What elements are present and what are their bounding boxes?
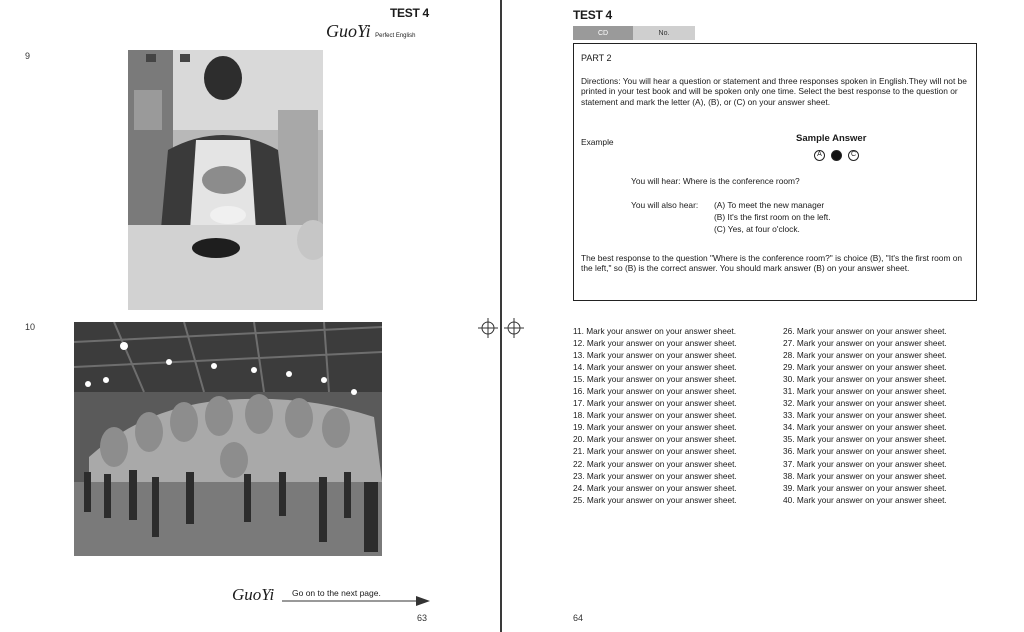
answer-line: 16. Mark your answer on your answer sheet.: [573, 386, 737, 397]
answer-line: 20. Mark your answer on your answer sheet.: [573, 434, 737, 445]
answer-line: 24. Mark your answer on your answer sheet.: [573, 482, 737, 493]
answer-line: 13. Mark your answer on your answer sheet.: [573, 350, 737, 361]
answer-line: 39. Mark your answer on your answer sheet.: [783, 482, 947, 493]
go-on-next-page-text: Go on to the next page.: [292, 588, 381, 598]
answer-line: 11. Mark your answer on your answer sheet.: [573, 326, 737, 336]
answer-line: 17. Mark your answer on your answer sheet.: [573, 398, 737, 409]
arrow-right-icon: [282, 596, 432, 606]
answer-line: 29. Mark your answer on your answer sheet.: [783, 362, 947, 373]
bubble-a: A: [814, 150, 825, 161]
answer-line: 38. Mark your answer on your answer sheet.: [783, 470, 947, 481]
answer-line: 19. Mark your answer on your answer sheet.: [573, 422, 737, 433]
left-page-number: 63: [417, 613, 428, 623]
you-will-hear: You will hear: Where is the conference room?: [631, 176, 800, 186]
part2-directions-box: [573, 43, 977, 301]
answer-line: 27. Mark your answer on your answer sheet.: [783, 338, 947, 349]
left-footer: [232, 585, 274, 605]
answer-line: 31. Mark your answer on your answer sheet.: [783, 386, 947, 397]
answer-line: 32. Mark your answer on your answer sheet.: [783, 398, 947, 409]
directions-text: Directions: You will hear a question or statement and three responses spoken in English.They will not be printed in your test book and will be spoken only one time. Select the best response to the question or statement and mark the letter (A), (B), or (C) on your answer sheet.: [581, 76, 967, 107]
left-test-title: TEST 4: [390, 6, 429, 20]
cook-photo-illustration: [128, 50, 323, 310]
option-a: (A) To meet the new manager: [714, 200, 825, 210]
question-9-photo: [128, 50, 323, 310]
answer-line: 12. Mark your answer on your answer sheet.: [573, 338, 737, 349]
sample-answer-title: Sample Answer: [796, 133, 867, 144]
answer-line: 30. Mark your answer on your answer sheet.: [783, 374, 947, 385]
question-10-number: 10: [25, 322, 36, 332]
answer-line: 35. Mark your answer on your answer sheet.: [783, 434, 947, 445]
answer-line: 40. Mark your answer on your answer sheet.: [783, 494, 947, 505]
cd-track-tabs: [573, 26, 695, 40]
example-label: Example: [581, 137, 614, 147]
answer-line: 26. Mark your answer on your answer sheet.: [783, 326, 947, 336]
answer-line: 22. Mark your answer on your answer sheet.: [573, 458, 737, 469]
answer-line: 21. Mark your answer on your answer sheet.: [573, 446, 737, 457]
question-9-number: 9: [25, 51, 31, 61]
right-page-number: 64: [573, 613, 584, 623]
book-spine-divider: [500, 0, 502, 632]
footer-brand-logo: GuoYi: [232, 585, 275, 604]
crop-mark-left-icon: [478, 318, 498, 338]
explanation-text: The best response to the question "Where is the conference room?" is choice (B), "It's the first room on the left," so (B) is the correct answer. You should mark answer (B) on your answer sheet.: [581, 253, 963, 274]
right-test-title: TEST 4: [573, 8, 612, 22]
answer-line: 15. Mark your answer on your answer sheet.: [573, 374, 737, 385]
answer-line: 25. Mark your answer on your answer sheet.: [573, 494, 737, 505]
answer-line: 14. Mark your answer on your answer sheet.: [573, 362, 737, 373]
left-brand-header: [326, 21, 416, 42]
you-will-also-hear-label: You will also hear:: [631, 200, 699, 210]
answer-line: 37. Mark your answer on your answer sheet.: [783, 458, 947, 469]
brand-logo: GuoYi: [326, 21, 371, 41]
bubble-b-filled: [831, 150, 842, 161]
answer-line: 28. Mark your answer on your answer sheet.: [783, 350, 947, 361]
part-title: PART 2: [581, 53, 612, 63]
answer-line: 18. Mark your answer on your answer sheet.: [573, 410, 737, 421]
answer-line: 36. Mark your answer on your answer sheet.: [783, 446, 947, 457]
exhibition-hall-illustration: [74, 322, 382, 556]
option-b: (B) It's the first room on the left.: [714, 212, 831, 222]
tab-cd: CD: [573, 26, 633, 40]
sample-answer-bubbles: [811, 150, 862, 161]
tab-no: No.: [633, 26, 695, 40]
answer-line: 33. Mark your answer on your answer sheet.: [783, 410, 947, 421]
answer-line: 23. Mark your answer on your answer sheet.: [573, 470, 737, 481]
brand-tagline: Perfect English: [375, 33, 416, 39]
question-10-photo: [74, 322, 382, 556]
crop-mark-right-icon: [504, 318, 524, 338]
option-c: (C) Yes, at four o'clock.: [714, 224, 800, 234]
answer-list-column-1: [573, 325, 737, 506]
answer-line: 34. Mark your answer on your answer sheet.: [783, 422, 947, 433]
answer-list-column-2: [783, 325, 947, 506]
bubble-c: C: [848, 150, 859, 161]
